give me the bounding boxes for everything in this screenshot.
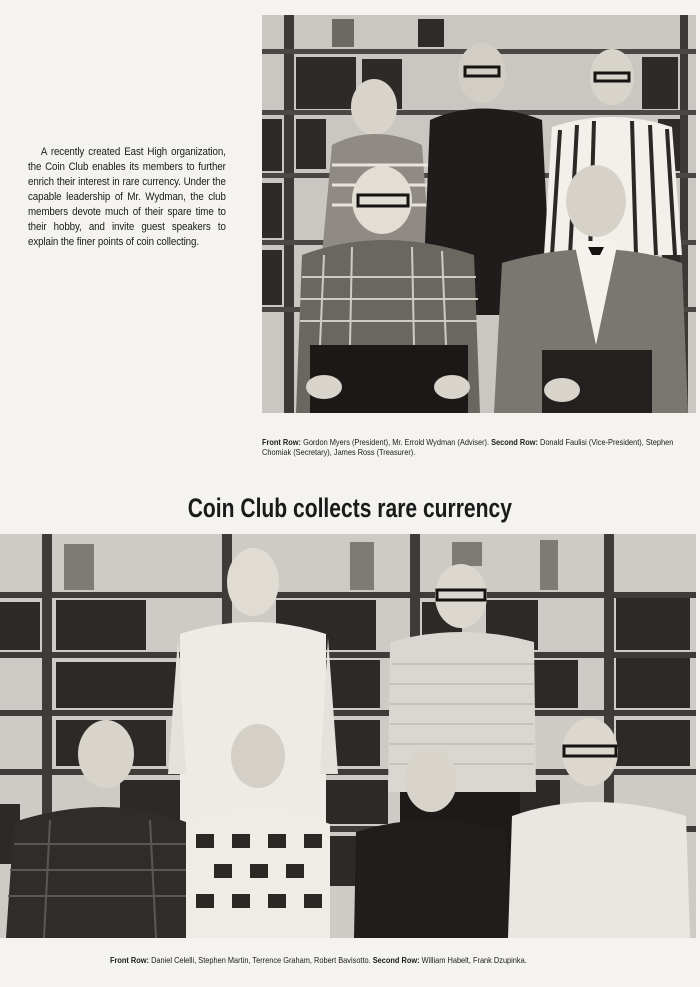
bottom-front-row-label: Front Row: — [110, 954, 150, 965]
bottom-second-row-names: William Habelt, Frank Dzupinka. — [421, 954, 527, 965]
bottom-second-row-label: Second Row: — [372, 954, 420, 965]
bottom-front-row-names: Daniel Celelli, Stephen Martin, Terrence Graham, Robert Bavisotto. — [151, 954, 371, 965]
headline-text: Coin Club collects rare currency — [187, 493, 513, 524]
top-front-row-names: Gordon Myers (President), Mr. Errold Wydman (Adviser). — [303, 436, 490, 447]
top-second-row-label: Second Row: — [491, 436, 538, 447]
coin-club-members-photo — [0, 534, 696, 938]
top-second-row-names: Donald Faulisi (Vice-President), Stephen Chomiak (Secretary), James Ross (Treasurer). — [262, 436, 674, 457]
top-front-row-label: Front Row: — [262, 436, 302, 447]
top-photo-caption — [262, 437, 696, 458]
intro-paragraph: A recently created East High organization, the Coin Club enables its members to further enrich their interest in rare currency. Under the capable leadership of Mr. Wydman, the club members devote much of their spare time to their hobby, and invite guest speakers to explain the finer points of coin collecting. — [28, 145, 226, 249]
coin-club-officers-photo — [262, 15, 696, 413]
bottom-photo-caption — [110, 955, 592, 965]
page-headline — [0, 493, 700, 524]
